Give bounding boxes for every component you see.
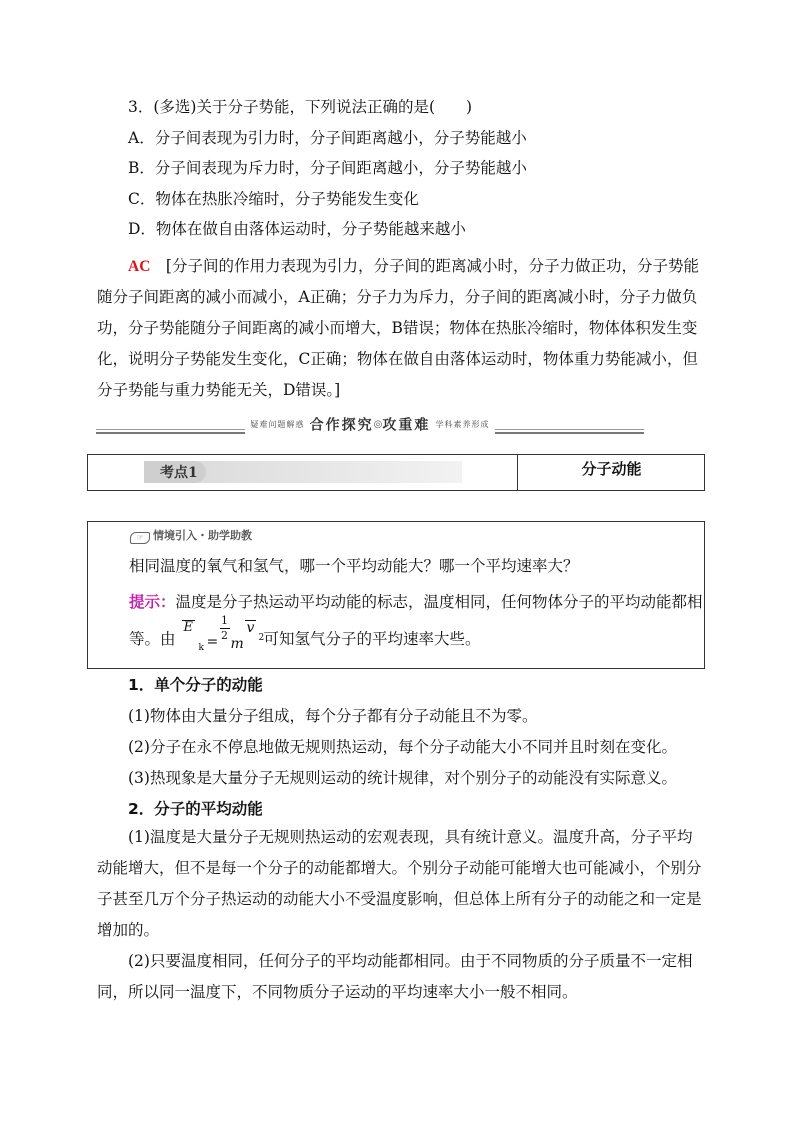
context-question: 相同温度的氧气和氢气，哪一个平均动能大？哪一个平均速率大？ (129, 557, 579, 575)
divider-main-title-2: 攻重难 (382, 417, 431, 434)
section1-item-3: (3)热现象是大量分子无规则运动的统计规律，对个别分子的动能没有实际意义。 (128, 769, 677, 787)
formula-e: E (183, 620, 194, 635)
section1-item-2: (2)分子在永不停息地做无规则热运动，每个分子动能大小不同并且时刻在变化。 (128, 738, 677, 756)
topic-title: 分子动能 (581, 460, 642, 478)
divider-left-caption: 疑难问题解惑 (250, 420, 305, 429)
formula-fraction (220, 614, 230, 643)
divider-main-title: 合作探究 (309, 417, 374, 434)
divider-dot-icon: ◎ (373, 419, 383, 430)
context-header-label: 情境引入・助学助教 (153, 529, 252, 542)
option-d: D．物体在做自由落体运动时，分子势能越来越小 (128, 220, 466, 238)
topic-tag-label: 考点1 (160, 465, 198, 481)
section-divider (96, 414, 644, 434)
option-a: A．分子间表现为引力时，分子间距离越小，分子势能越小 (128, 129, 527, 147)
option-b: B．分子间表现为斥力时，分子间距离越小，分子势能越小 (128, 159, 527, 177)
formula-v: v (246, 620, 255, 636)
context-hint (129, 584, 705, 657)
topic-table (87, 454, 705, 491)
question-title: 3．(多选)关于分子势能，下列说法正确的是( ) (128, 98, 473, 116)
hint-label: 提示： (129, 592, 176, 611)
section1-item-1: (1)物体由大量分子组成，每个分子都有分子动能且不为零。 (128, 707, 538, 725)
formula-m: m (230, 636, 244, 652)
hand-pointer-icon: ☞ (130, 532, 150, 544)
section2-paragraph-1: (1)温度是大量分子无规则热运动的宏观表现，具有统计意义。温度升高，分子平均动能增大，但不是每一个分子的动能都增大。个别分子动能可能增大也可能减小，个别分子甚至几万个分子热运动的动能大小不受温度影响，但总体上所有分子的动能之和一定是增加的。 (97, 828, 702, 939)
answer-text: [分子间的作用力表现为引力，分子间的距离减小时，分子力做正功，分子势能随分子间距离的减小而减小，A正确；分子力为斥力，分子间的距离减小时，分子力做负功，分子势能随分子间距离的减小而增大，B错误；物体在热胀冷缩时，物体体积发生变化，说明分子势能发生变化，C正确；物体在做自由落体运动时，物体重力势能减小，但分子势能与重力势能无关，D错误。] (97, 257, 699, 399)
formula-k: k (198, 643, 204, 653)
hint-tail: 可知氢气分子的平均速率大些。 (263, 630, 481, 648)
divider-right-caption: 学科素养形成 (435, 420, 490, 429)
formula-den: 2 (221, 629, 229, 642)
answer-key: AC (128, 258, 151, 275)
kinetic-energy-formula (176, 614, 265, 653)
formula-eq: = (206, 634, 219, 650)
formula-num: 1 (221, 614, 229, 627)
answer-explanation (97, 251, 705, 406)
context-box (87, 521, 705, 669)
section1-heading: 1．单个分子的动能 (128, 676, 263, 694)
topic-tag (144, 461, 462, 483)
section2-paragraph-2: (2)只要温度相同，任何分子的平均动能都相同。由于不同物质的分子质量不一定相同，所以同一温度下，不同物质分子运动的平均速率大小一般不相同。 (97, 952, 693, 1001)
context-header (130, 527, 252, 544)
hint-text: 温度是分子热运动平均动能的标志，温度相同，任何物体分子的平均动能都相等。由 (129, 593, 703, 648)
section2-heading: 2．分子的平均动能 (128, 800, 263, 818)
formula-exp: 2 (258, 633, 265, 643)
option-c: C．物体在热胀冷缩时，分子势能发生变化 (128, 190, 419, 208)
